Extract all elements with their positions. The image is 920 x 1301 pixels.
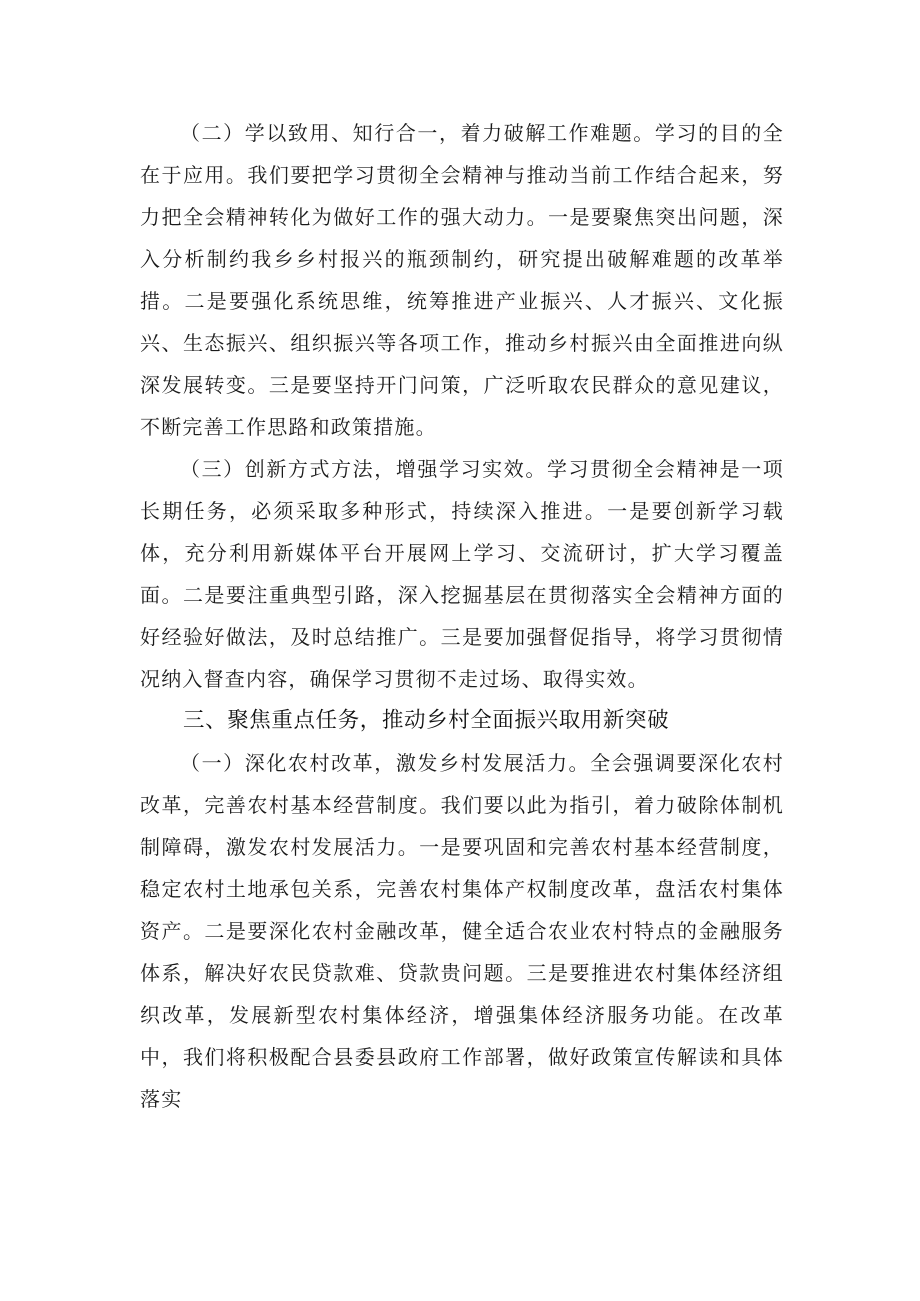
section-heading: 三、聚焦重点任务，推动乡村全面振兴取用新突破 <box>183 708 670 733</box>
paragraph-innovate-methods: （三）创新方式方法，增强学习实效。学习贯彻全会精神是一项长期任务，必须采取多种形式，持续深入推进。一是要创新学习载体，充分利用新媒体平台开展网上学习、交流研讨，扩大学习覆盖面。二是要注重典型引路，深入挖掘基层在贯彻落实全会精神方面的好经验好做法，及时总结推广。三是要加强督促指导，将学习贯彻情况纳入督查内容，确保学习贯彻不走过场、取得实效。 <box>140 457 784 691</box>
paragraph-study-application: （二）学以致用、知行合一，着力破解工作难题。学习的目的全在于应用。我们要把学习贯彻全会精神与推动当前工作结合起来，努力把全会精神转化为做好工作的强大动力。一是要聚焦突出问题，深入分析制约我乡乡村报兴的瓶颈制约，研究提出破解难题的改革举措。二是要强化系统思维，统筹推进产业振兴、人才振兴、文化振兴、生态振兴、组织振兴等各项工作，推动乡村振兴由全面推进向纵深发展转变。三是要坚持开门问策，广泛听取农民群众的意见建议，不断完善工作思路和政策措施。 <box>140 121 784 439</box>
paragraph-rural-reform: （一）深化农村改革，激发乡村发展活力。全会强调要深化农村改革，完善农村基本经营制度。我们要以此为指引，着力破除体制机制障碍，激发农村发展活力。一是要巩固和完善农村基本经营制度，稳定农村土地承包关系，完善农村集体产权制度改革，盘活农村集体资产。二是要深化农村金融改革，健全适合农业农村特点的金融服务体系，解决好农民贷款难、贷款贵问题。三是要推进农村集体经济组织改革，发展新型农村集体经济，增强集体经济服务功能。在改革中，我们将积极配合县委县政府工作部署，做好政策宣传解读和具体落实 <box>140 751 784 1111</box>
document-body <box>140 112 784 1120</box>
